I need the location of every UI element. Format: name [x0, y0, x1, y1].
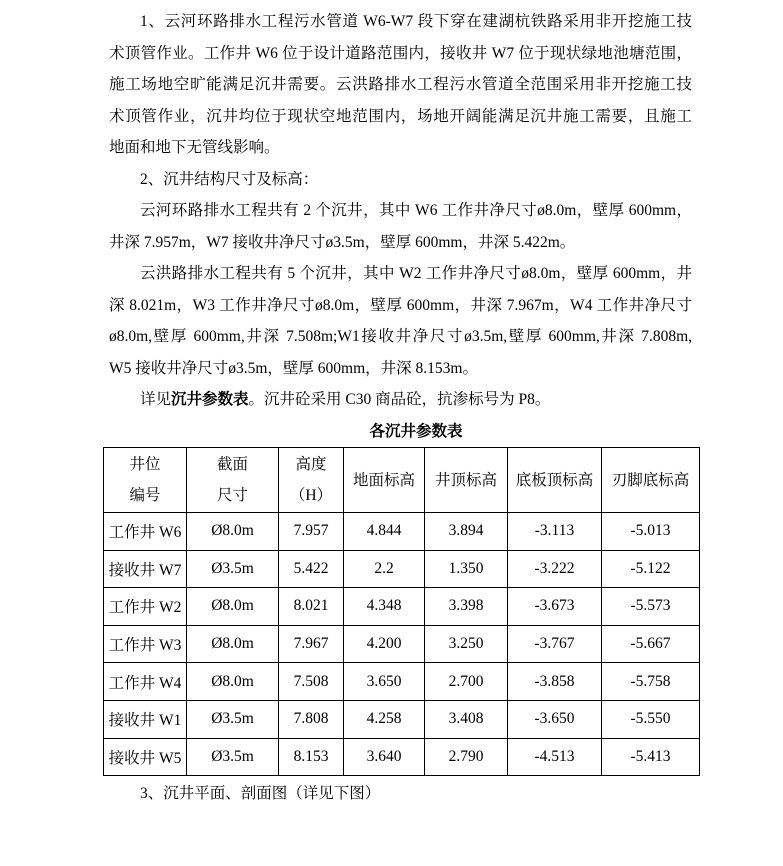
table-row [104, 700, 700, 738]
header-line: 尺寸 [216, 487, 248, 504]
cell-well-id: 工作井 W3 [104, 625, 187, 663]
shaft-parameter-table [103, 447, 700, 776]
cell-height: 8.153 [279, 738, 344, 776]
paragraph-line: 地面和地下无管线影响。 [109, 139, 280, 156]
paragraph-line: 1、云河环路排水工程污水管道 W6-W7 段下穿在建湖杭铁路采用非开挖施工技 [140, 13, 692, 30]
header-cell-top-elevation [425, 448, 508, 513]
cell-top-elevation: 3.408 [425, 700, 508, 738]
header-cell-section-size [187, 448, 279, 513]
cell-top-elevation: 3.398 [425, 588, 508, 626]
cell-well-id: 工作井 W6 [104, 513, 187, 551]
header-line: 高度 [295, 456, 327, 473]
paragraph-line: 云洪路排水工程共有 5 个沉井，其中 W2 工作井净尺寸ø8.0m，壁厚 600mm，井 [140, 265, 692, 282]
header-cell-cutting-edge-elevation [602, 448, 700, 513]
cell-slab-top-elevation: -4.513 [508, 738, 602, 776]
header-line: 刃脚底标高 [611, 471, 690, 489]
header-line: 地面标高 [352, 471, 415, 489]
header-line: 底板顶标高 [515, 471, 594, 489]
table-row [104, 738, 700, 776]
cell-ground-elevation: 3.640 [344, 738, 425, 776]
cell-height: 7.808 [279, 700, 344, 738]
heading-text: 3、沉井平面、剖面图（详见下图） [140, 785, 381, 803]
header-cell-height [279, 448, 344, 513]
table-row [104, 550, 700, 588]
reference-text-before: 详见 [140, 391, 172, 408]
yunhong-shafts-paragraph [109, 258, 692, 384]
cell-ground-elevation: 2.2 [344, 550, 425, 588]
cell-ground-elevation: 3.650 [344, 663, 425, 701]
header-cell-slab-top-elevation [508, 448, 602, 513]
cell-section-size: Ø8.0m [187, 513, 279, 551]
document-page [109, 6, 692, 810]
cell-cutting-edge-elevation: -5.550 [602, 700, 700, 738]
cell-height: 7.508 [279, 663, 344, 701]
paragraph-line: 井深 7.957m，W7 接收井净尺寸ø3.5m，壁厚 600mm，井深 5.422m。 [109, 233, 576, 251]
paragraph-line: 术顶管作业。工作井 W6 位于设计道路范围内，接收井 W7 位于现状绿地池塘范围， [109, 44, 692, 62]
section-1-paragraph [109, 6, 692, 164]
cell-section-size: Ø3.5m [187, 738, 279, 776]
heading-text: 2、沉井结构尺寸及标高： [140, 170, 319, 188]
cell-top-elevation: 3.894 [425, 513, 508, 551]
cell-section-size: Ø8.0m [187, 625, 279, 663]
reference-emphasis: 沉井参数表 [171, 391, 249, 408]
paragraph-line: W5 接收井净尺寸ø3.5m，壁厚 600mm，井深 8.153m。 [109, 359, 478, 377]
yunhe-shafts-paragraph [109, 195, 692, 258]
cell-section-size: Ø3.5m [187, 700, 279, 738]
cell-slab-top-elevation: -3.650 [508, 700, 602, 738]
cell-well-id: 接收井 W1 [104, 700, 187, 738]
header-cell-well-id [104, 448, 187, 513]
cell-height: 8.021 [279, 588, 344, 626]
cell-ground-elevation: 4.258 [344, 700, 425, 738]
cell-cutting-edge-elevation: -5.413 [602, 738, 700, 776]
paragraph-line: 云河环路排水工程共有 2 个沉井，其中 W6 工作井净尺寸ø8.0m，壁厚 600mm， [140, 202, 692, 219]
table-header-row [104, 448, 700, 513]
reference-text-after: 。沉井砼采用 C30 商品砼，抗渗标号为 P8。 [248, 391, 551, 408]
cell-section-size: Ø8.0m [187, 663, 279, 701]
cell-cutting-edge-elevation: -5.667 [602, 625, 700, 663]
table-row [104, 663, 700, 701]
cell-height: 5.422 [279, 550, 344, 588]
table-row [104, 625, 700, 663]
header-cell-ground-elevation [344, 448, 425, 513]
cell-slab-top-elevation: -3.767 [508, 625, 602, 663]
cell-section-size: Ø8.0m [187, 588, 279, 626]
cell-top-elevation: 1.350 [425, 550, 508, 588]
cell-height: 7.957 [279, 513, 344, 551]
cell-well-id: 工作井 W4 [104, 663, 187, 701]
cell-well-id: 接收井 W5 [104, 738, 187, 776]
section-3-heading [109, 778, 692, 810]
header-line: 井顶标高 [434, 471, 497, 489]
cell-ground-elevation: 4.200 [344, 625, 425, 663]
paragraph-line: 施工场地空旷能满足沉井需要。云洪路排水工程污水管道全范围采用非开挖施工技 [109, 76, 692, 93]
cell-well-id: 接收井 W7 [104, 550, 187, 588]
cell-cutting-edge-elevation: -5.573 [602, 588, 700, 626]
table-title: 各沉井参数表 [369, 422, 463, 440]
paragraph-line: 术顶管作业，沉井均位于现状空地范围内，场地开阔能满足沉井施工需要，且施工 [109, 107, 692, 125]
section-2-heading [109, 164, 692, 196]
paragraph-line: ø8.0m,壁厚 600mm,井深 7.508m;W1接收井净尺寸ø3.5m,壁厚 600mm,井深 7.808m, [109, 328, 692, 345]
cell-slab-top-elevation: -3.222 [508, 550, 602, 588]
cell-slab-top-elevation: -3.673 [508, 588, 602, 626]
table-row [104, 588, 700, 626]
cell-slab-top-elevation: -3.113 [508, 513, 602, 551]
cell-cutting-edge-elevation: -5.122 [602, 550, 700, 588]
cell-cutting-edge-elevation: -5.013 [602, 513, 700, 551]
paragraph-line: 深 8.021m，W3 工作井净尺寸ø8.0m，壁厚 600mm，井深 7.967m，W4 工作井净尺寸 [109, 296, 692, 314]
cell-ground-elevation: 4.348 [344, 588, 425, 626]
cell-ground-elevation: 4.844 [344, 513, 425, 551]
header-line: 截面 [216, 456, 248, 473]
cell-top-elevation: 2.790 [425, 738, 508, 776]
header-line: 井位 [129, 456, 161, 473]
cell-top-elevation: 3.250 [425, 625, 508, 663]
table-reference-paragraph [109, 384, 692, 416]
header-line: （H） [289, 487, 333, 504]
table-row [104, 513, 700, 551]
cell-top-elevation: 2.700 [425, 663, 508, 701]
cell-section-size: Ø3.5m [187, 550, 279, 588]
cell-cutting-edge-elevation: -5.758 [602, 663, 700, 701]
cell-slab-top-elevation: -3.858 [508, 663, 602, 701]
cell-well-id: 工作井 W2 [104, 588, 187, 626]
header-line: 编号 [129, 487, 161, 504]
cell-height: 7.967 [279, 625, 344, 663]
paragraph-line [109, 384, 692, 416]
